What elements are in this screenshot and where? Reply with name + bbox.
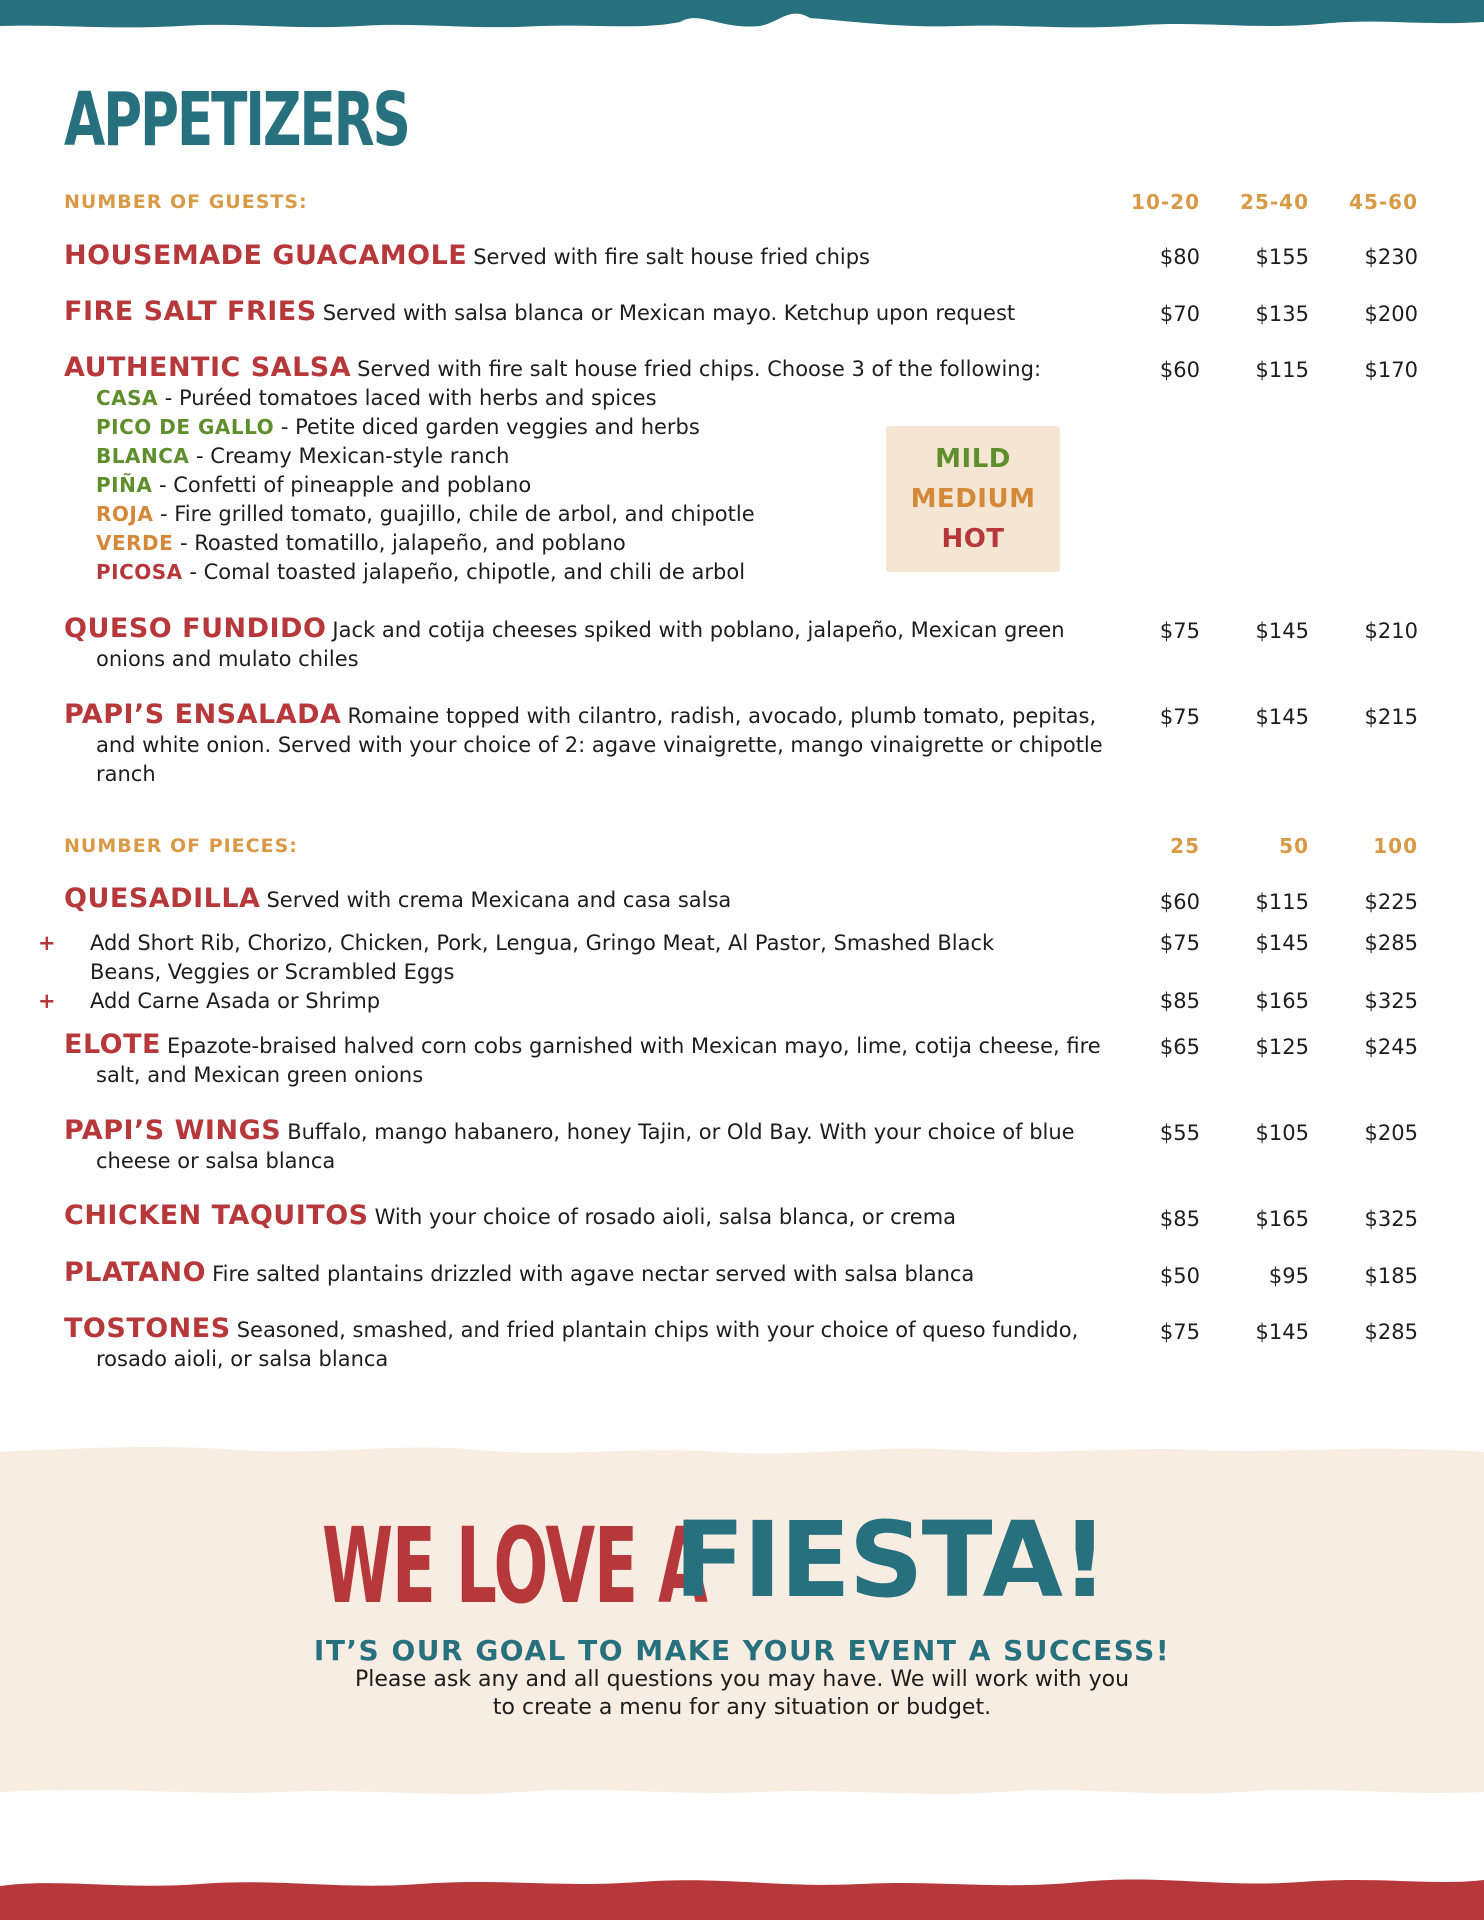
salsa-description: - Fire grilled tomato, guajillo, chile de arbol, and chipotle: [153, 502, 755, 526]
item-description: Served with salsa blanca or Mexican mayo. Ketchup upon request: [322, 301, 1016, 325]
item-price: $285: [1364, 1320, 1418, 1344]
item-price: $245: [1364, 1035, 1418, 1059]
item-description: With your choice of rosado aioli, salsa blanca, or crema: [374, 1205, 957, 1229]
salsa-option: [96, 500, 856, 529]
heat-medium-label: MEDIUM: [910, 484, 1036, 514]
item-name: CHICKEN TAQUITOS: [64, 1200, 369, 1231]
menu-item: [64, 297, 1132, 328]
item-price: $135: [1255, 302, 1309, 326]
item-price: $75: [1159, 931, 1200, 955]
heat-level-legend: [886, 426, 1060, 572]
plus-icon: +: [38, 931, 56, 955]
contact-invitation-text: Please ask any and all questions you may have. We will work with you to create a menu for any situation or budget.: [354, 1667, 1130, 1720]
we-love-a-heading: WE LOVE A: [322, 1505, 707, 1627]
item-price: $325: [1364, 989, 1418, 1013]
salsa-description: - Puréed tomatoes laced with herbs and spices: [158, 386, 657, 410]
item-name: PLATANO: [64, 1257, 207, 1288]
item-name: PAPI’S WINGS: [64, 1115, 282, 1146]
salsa-option: [96, 558, 856, 587]
item-name: QUESADILLA: [64, 883, 261, 914]
guests-header-label: NUMBER OF GUESTS:: [64, 191, 308, 213]
item-name: QUESO FUNDIDO: [64, 613, 327, 644]
salsa-description: - Roasted tomatillo, jalapeño, and poblano: [173, 531, 626, 555]
heat-mild-label: MILD: [935, 444, 1011, 474]
pieces-header-label: NUMBER OF PIECES:: [64, 835, 298, 857]
item-name: PAPI’S ENSALADA: [64, 699, 342, 730]
item-price: $85: [1159, 1207, 1200, 1231]
item-price: $75: [1159, 705, 1200, 729]
menu-item: [64, 1314, 1132, 1374]
item-price: $205: [1364, 1121, 1418, 1145]
item-price: $75: [1159, 1320, 1200, 1344]
item-price: $325: [1364, 1207, 1418, 1231]
item-description: Served with crema Mexicana and casa salsa: [266, 888, 732, 912]
plus-icon: +: [38, 989, 56, 1013]
item-name: FIRE SALT FRIES: [64, 296, 317, 327]
salsa-description: - Confetti of pineapple and poblano: [152, 473, 532, 497]
salsa-option: [96, 442, 856, 471]
item-price: $225: [1364, 890, 1418, 914]
item-price: $50: [1159, 1264, 1200, 1288]
salsa-name: BLANCA: [96, 444, 190, 468]
item-price: $165: [1255, 989, 1309, 1013]
salsa-name: ROJA: [96, 502, 154, 526]
menu-item: [64, 700, 1132, 789]
item-price: $55: [1159, 1121, 1200, 1145]
item-description: Buffalo, mango habanero, honey Tajin, or Old Bay. With your choice of blue cheese or salsa blanca: [96, 1120, 1075, 1173]
addon-text: Add Carne Asada or Shrimp: [90, 989, 381, 1013]
item-price: $210: [1364, 619, 1418, 643]
salsa-option: [96, 529, 856, 558]
item-description: Epazote-braised halved corn cobs garnished with Mexican mayo, lime, cotija cheese, fire salt, and Mexican green onions: [96, 1034, 1101, 1087]
salsa-name: CASA: [96, 386, 159, 410]
item-description: Jack and cotija cheeses spiked with poblano, jalapeño, Mexican green onions and mulato chiles: [96, 618, 1065, 671]
menu-item: [64, 1030, 1132, 1090]
item-price: $285: [1364, 931, 1418, 955]
item-name: HOUSEMADE GUACAMOLE: [64, 240, 468, 271]
fiesta-heading: FIESTA!: [674, 1499, 1107, 1621]
item-name: ELOTE: [64, 1029, 161, 1060]
addon-option: [38, 987, 1024, 1016]
salsa-option: [96, 471, 856, 500]
item-price: $165: [1255, 1207, 1309, 1231]
item-price: $145: [1255, 619, 1309, 643]
item-price: $155: [1255, 245, 1309, 269]
addon-option: [38, 929, 1024, 987]
pieces-col-3: 100: [1373, 834, 1418, 858]
guests-col-2: 25-40: [1240, 190, 1309, 214]
pieces-col-1: 25: [1170, 834, 1200, 858]
item-price: $115: [1255, 890, 1309, 914]
item-description: Served with fire salt house fried chips: [473, 245, 870, 269]
salsa-option: [96, 413, 856, 442]
menu-item: [64, 353, 1132, 384]
menu-item: [64, 884, 1132, 915]
heat-hot-label: HOT: [941, 524, 1005, 554]
salsa-description: - Creamy Mexican-style ranch: [189, 444, 510, 468]
menu-item: [64, 1258, 1132, 1289]
salsa-name: PICO DE GALLO: [96, 415, 275, 439]
salsa-option: [96, 384, 856, 413]
item-description: Seasoned, smashed, and fried plantain chips with your choice of queso fundido, rosado aioli, or salsa blanca: [96, 1318, 1079, 1371]
page-title: APPETIZERS: [64, 77, 409, 163]
item-price: $170: [1364, 358, 1418, 382]
item-description: Romaine topped with cilantro, radish, avocado, plumb tomato, pepitas, and white onion. Served with your choice of 2: agave vinaigrette, mango vinaigrette or chipotle ranch: [96, 704, 1103, 786]
item-description: Fire salted plantains drizzled with agave nectar served with salsa blanca: [212, 1262, 975, 1286]
item-price: $115: [1255, 358, 1309, 382]
item-price: $65: [1159, 1035, 1200, 1059]
bottom-decorative-band: [0, 1870, 1484, 1920]
item-price: $215: [1364, 705, 1418, 729]
addon-text: Add Short Rib, Chorizo, Chicken, Pork, Lengua, Gringo Meat, Al Pastor, Smashed Black Beans, Veggies or Scrambled Eggs: [90, 931, 995, 984]
item-price: $145: [1255, 705, 1309, 729]
item-price: $95: [1268, 1264, 1309, 1288]
guests-col-3: 45-60: [1349, 190, 1418, 214]
item-price: $185: [1364, 1264, 1418, 1288]
menu-item: [64, 1116, 1132, 1176]
item-price: $230: [1364, 245, 1418, 269]
salsa-name: PIÑA: [96, 473, 153, 497]
salsa-description: - Petite diced garden veggies and herbs: [274, 415, 700, 439]
pieces-col-2: 50: [1279, 834, 1309, 858]
item-name: TOSTONES: [64, 1313, 231, 1344]
guests-col-1: 10-20: [1131, 190, 1200, 214]
item-price: $85: [1159, 989, 1200, 1013]
menu-item: [64, 1201, 1132, 1232]
item-price: $60: [1159, 358, 1200, 382]
item-price: $105: [1255, 1121, 1309, 1145]
menu-item: [64, 241, 1132, 272]
item-price: $70: [1159, 302, 1200, 326]
salsa-name: VERDE: [96, 531, 174, 555]
item-price: $145: [1255, 931, 1309, 955]
item-price: $80: [1159, 245, 1200, 269]
item-price: $145: [1255, 1320, 1309, 1344]
item-description: Served with fire salt house fried chips. Choose 3 of the following:: [357, 357, 1042, 381]
item-price: $200: [1364, 302, 1418, 326]
event-goal-tagline: IT’S OUR GOAL TO MAKE YOUR EVENT A SUCCESS!: [313, 1634, 1171, 1667]
item-price: $60: [1159, 890, 1200, 914]
menu-item: [64, 614, 1132, 674]
salsa-options-list: [96, 384, 856, 587]
top-decorative-band: [0, 0, 1484, 40]
item-price: $125: [1255, 1035, 1309, 1059]
item-name: AUTHENTIC SALSA: [64, 352, 352, 383]
item-price: $75: [1159, 619, 1200, 643]
salsa-name: PICOSA: [96, 560, 183, 584]
salsa-description: - Comal toasted jalapeño, chipotle, and chili de arbol: [182, 560, 746, 584]
